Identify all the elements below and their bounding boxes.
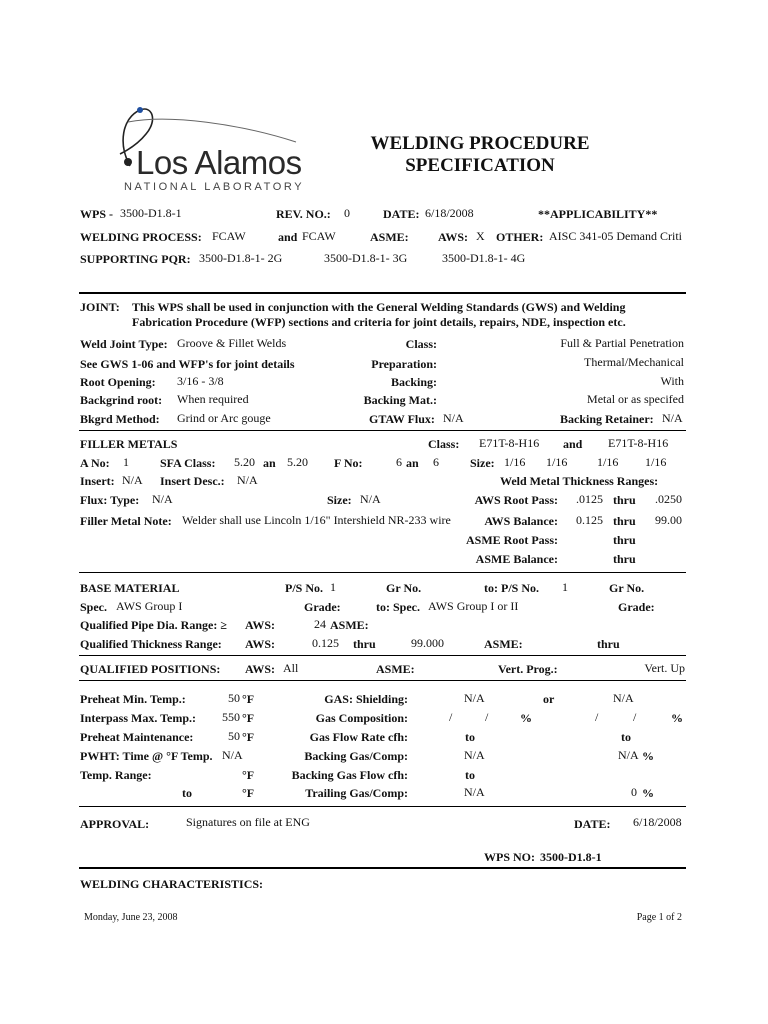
gas-flow-rate-label: Gas Flow Rate cfh: [309, 730, 408, 744]
to-spec-value: AWS Group I or II [428, 599, 519, 613]
backing-gas-flow-to: to [465, 768, 475, 782]
thickness-asme-label: ASME: [484, 637, 523, 651]
gas-or-label: or [543, 692, 555, 706]
gas-comp-slash-2: / [485, 710, 489, 724]
sfa-class-label: SFA Class: [160, 456, 216, 470]
gas-flow-to-2: to [621, 730, 631, 744]
joint-text-2: Fabrication Procedure (WFP) sections and criteria for joint details, repairs, NDE, inspection etc. [132, 315, 626, 329]
f-no-label: F No: [334, 456, 363, 470]
rev-value: 0 [344, 206, 350, 220]
gas-comp-slash-4: / [633, 710, 637, 724]
spec-value: AWS Group I [116, 599, 183, 613]
preheat-min-value: 50 [228, 691, 240, 705]
backing-gas-label: Backing Gas/Comp: [304, 749, 408, 763]
f-no-1: 6 [396, 455, 402, 469]
class-value: Full & Partial Penetration [560, 336, 684, 350]
interpass-value: 550 [222, 710, 240, 724]
vert-prog-value: Vert. Up [644, 661, 685, 675]
aws-balance-to: 99.00 [655, 513, 682, 527]
gas-comp-slash-3: / [595, 710, 599, 724]
backgrind-root-value: When required [177, 392, 249, 406]
backing-gas-1: N/A [464, 748, 485, 762]
date-label: DATE: [383, 207, 420, 221]
trailing-gas-label: Trailing Gas/Comp: [305, 786, 408, 800]
thickness-range-label: Qualified Thickness Range: [80, 637, 222, 651]
pwht-label: PWHT: Time @ °F Temp. [80, 749, 213, 763]
aws-root-pass-label: AWS Root Pass: [474, 493, 558, 507]
interpass-unit: °F [242, 711, 255, 725]
backing-mat-label: Backing Mat.: [363, 393, 437, 407]
other-label: OTHER: [496, 230, 544, 244]
flux-type-label: Flux: Type: [80, 493, 140, 507]
footer-page: Page 1 of 2 [636, 912, 682, 923]
see-gws-note: See GWS 1-06 and WFP's for joint details [80, 357, 295, 371]
thickness-to: 99.000 [411, 636, 444, 650]
ps-no-value: 1 [330, 580, 336, 594]
ps-no-label: P/S No. [285, 581, 324, 595]
gas-flow-to-1: to [465, 730, 475, 744]
filler-metals-heading: FILLER METALS [80, 437, 178, 451]
to-ps-no-value: 1 [562, 580, 568, 594]
backgrind-root-label: Backgrind root: [80, 393, 163, 407]
gas-shielding-label: GAS: Shielding: [324, 692, 408, 706]
backing-gas-pct: % [642, 749, 654, 763]
backing-retainer-label: Backing Retainer: [560, 412, 654, 426]
sfa-an-label: an [263, 456, 276, 470]
document-title-line1: WELDING PROCEDURE [370, 133, 590, 154]
backing-gas-flow-label: Backing Gas Flow cfh: [291, 768, 408, 782]
thickness-aws-label: AWS: [245, 637, 276, 651]
wps-label: WPS - [80, 207, 113, 221]
flux-type-value: N/A [152, 492, 173, 506]
gas-composition-label: Gas Composition: [315, 711, 408, 725]
gtaw-flux-label: GTAW Flux: [369, 412, 435, 426]
insert-value: N/A [122, 473, 143, 487]
divider [79, 572, 686, 573]
root-opening-value: 3/16 - 3/8 [177, 374, 224, 388]
preparation-label: Preparation: [371, 357, 437, 371]
root-opening-label: Root Opening: [80, 375, 156, 389]
bkgrd-method-value: Grind or Arc gouge [177, 411, 271, 425]
aws-balance-label: AWS Balance: [484, 514, 558, 528]
temp-range-unit-2: °F [242, 786, 255, 800]
pqr-3: 3500-D1.8-1- 4G [442, 251, 526, 265]
logo-subtitle: NATIONAL LABORATORY [124, 181, 305, 193]
size-label: Size: [470, 456, 495, 470]
divider [79, 292, 686, 294]
divider [79, 867, 686, 869]
asme-balance-label: ASME Balance: [475, 552, 558, 566]
gas-comp-slash-1: / [449, 710, 453, 724]
a-no-label: A No: [80, 456, 110, 470]
wps-no-label: WPS NO: [484, 850, 535, 864]
divider [79, 430, 686, 431]
supporting-pqr-label: SUPPORTING PQR: [80, 252, 191, 266]
pwht-value: N/A [222, 748, 243, 762]
qualified-positions-label: QUALIFIED POSITIONS: [80, 662, 221, 676]
gas-comp-pct-1: % [520, 711, 532, 725]
filler-class-1: E71T-8-H16 [479, 436, 540, 450]
gtaw-flux-value: N/A [443, 411, 464, 425]
filler-and-label: and [563, 437, 583, 451]
divider [79, 680, 686, 681]
pqr-2: 3500-D1.8-1- 3G [324, 251, 408, 265]
backing-value: With [660, 374, 684, 388]
welding-process-2: FCAW [302, 229, 336, 243]
preparation-value: Thermal/Mechanical [584, 355, 684, 369]
gas-comp-pct-2: % [671, 711, 683, 725]
aws-root-pass-from: .0125 [576, 492, 603, 506]
weld-joint-type-value: Groove & Fillet Welds [177, 336, 287, 350]
date-value: 6/18/2008 [425, 206, 474, 220]
insert-label: Insert: [80, 474, 115, 488]
gr-no-2-label: Gr No. [609, 581, 645, 595]
preheat-maint-value: 50 [228, 729, 240, 743]
logo-name: Los Alamos [136, 144, 302, 181]
trailing-gas-value: N/A [464, 785, 485, 799]
positions-asme-label: ASME: [376, 662, 415, 676]
temp-range-unit-1: °F [242, 768, 255, 782]
approval-label: APPROVAL: [80, 817, 150, 831]
pipe-aws-label: AWS: [245, 618, 276, 632]
divider [79, 806, 686, 807]
welding-characteristics-heading: WELDING CHARACTERISTICS: [80, 877, 264, 891]
size-1: 1/16 [504, 455, 526, 469]
gas-shielding-1: N/A [464, 691, 485, 705]
backing-retainer-value: N/A [662, 411, 683, 425]
to-spec-label: to: Spec. [376, 600, 420, 614]
approval-value: Signatures on file at ENG [186, 815, 310, 829]
preheat-maint-label: Preheat Maintenance: [80, 730, 194, 744]
weld-joint-type-label: Weld Joint Type: [80, 337, 168, 351]
f-no-2: 6 [433, 455, 439, 469]
spec-label: Spec. [80, 600, 107, 614]
and-label: and [278, 230, 298, 244]
backing-mat-value: Metal or as specifed [587, 392, 684, 406]
aws-balance-from: 0.125 [576, 513, 603, 527]
trailing-gas-pct: % [642, 786, 654, 800]
filler-metal-note-label: Filler Metal Note: [80, 514, 172, 528]
preheat-maint-unit: °F [242, 730, 255, 744]
sfa-class-1: 5.20 [234, 455, 255, 469]
asme-balance-thru: thru [613, 552, 636, 566]
pipe-asme-label: ASME: [330, 618, 369, 632]
size-2: 1/16 [546, 455, 568, 469]
preheat-min-unit: °F [242, 692, 255, 706]
pqr-1: 3500-D1.8-1- 2G [199, 251, 283, 265]
positions-aws-label: AWS: [245, 662, 276, 676]
applicability-label: **APPLICABILITY** [538, 207, 658, 221]
aws-balance-thru: thru [613, 514, 636, 528]
wps-no-value: 3500-D1.8-1 [540, 850, 602, 864]
rev-label: REV. NO.: [276, 207, 331, 221]
asme-root-pass-thru: thru [613, 533, 636, 547]
pipe-aws-value: 24 [314, 617, 326, 631]
flux-size-label: Size: [327, 493, 352, 507]
joint-label: JOINT: [80, 300, 120, 314]
flux-size-value: N/A [360, 492, 381, 506]
aws-root-pass-to: .0250 [655, 492, 682, 506]
wps-value: 3500-D1.8-1 [120, 206, 182, 220]
divider [79, 655, 686, 656]
size-4: 1/16 [645, 455, 667, 469]
other-value: AISC 341-05 Demand Criti [549, 229, 682, 243]
thickness-thru: thru [353, 637, 376, 651]
interpass-label: Interpass Max. Temp.: [80, 711, 197, 725]
thickness-from: 0.125 [312, 636, 339, 650]
temp-range-to: to [182, 786, 192, 800]
aws-value: X [476, 229, 485, 243]
welding-process-1: FCAW [212, 229, 246, 243]
asme-root-pass-label: ASME Root Pass: [466, 533, 558, 547]
backing-label: Backing: [390, 375, 437, 389]
thickness-asme-thru: thru [597, 637, 620, 651]
to-ps-no-label: to: P/S No. [484, 581, 539, 595]
gas-shielding-2: N/A [613, 691, 634, 705]
pipe-dia-label: Qualified Pipe Dia. Range: ≥ [80, 618, 227, 632]
welding-process-label: WELDING PROCESS: [80, 230, 202, 244]
size-3: 1/16 [597, 455, 619, 469]
filler-metal-note-value: Welder shall use Lincoln 1/16" Intershield NR-233 wire [182, 513, 451, 527]
grade-2-label: Grade: [618, 600, 655, 614]
approval-date-label: DATE: [574, 817, 611, 831]
gr-no-label: Gr No. [386, 581, 422, 595]
filler-class-label: Class: [428, 437, 460, 451]
insert-desc-value: N/A [237, 473, 258, 487]
f-no-an-label: an [406, 456, 419, 470]
document-title-line2: SPECIFICATION [405, 155, 555, 176]
class-label: Class: [405, 337, 437, 351]
base-material-heading: BASE MATERIAL [80, 581, 180, 595]
aws-root-pass-thru: thru [613, 493, 636, 507]
insert-desc-label: Insert Desc.: [160, 474, 225, 488]
footer-date: Monday, June 23, 2008 [84, 912, 178, 923]
trailing-gas-pct-value: 0 [631, 785, 637, 799]
preheat-min-label: Preheat Min. Temp.: [80, 692, 186, 706]
temp-range-label: Temp. Range: [80, 768, 152, 782]
vert-prog-label: Vert. Prog.: [498, 662, 558, 676]
approval-date-value: 6/18/2008 [633, 815, 682, 829]
aws-label: AWS: [438, 230, 469, 244]
grade-label: Grade: [304, 600, 341, 614]
asme-label: ASME: [370, 230, 409, 244]
bkgrd-method-label: Bkgrd Method: [80, 412, 160, 426]
sfa-class-2: 5.20 [287, 455, 308, 469]
a-no-value: 1 [123, 455, 129, 469]
filler-class-2: E71T-8-H16 [608, 436, 669, 450]
positions-aws-value: All [283, 661, 299, 675]
backing-gas-2: N/A [618, 748, 639, 762]
weld-metal-thickness-heading: Weld Metal Thickness Ranges: [500, 474, 659, 488]
joint-text-1: This WPS shall be used in conjunction with the General Welding Standards (GWS) and Welding [132, 300, 626, 314]
